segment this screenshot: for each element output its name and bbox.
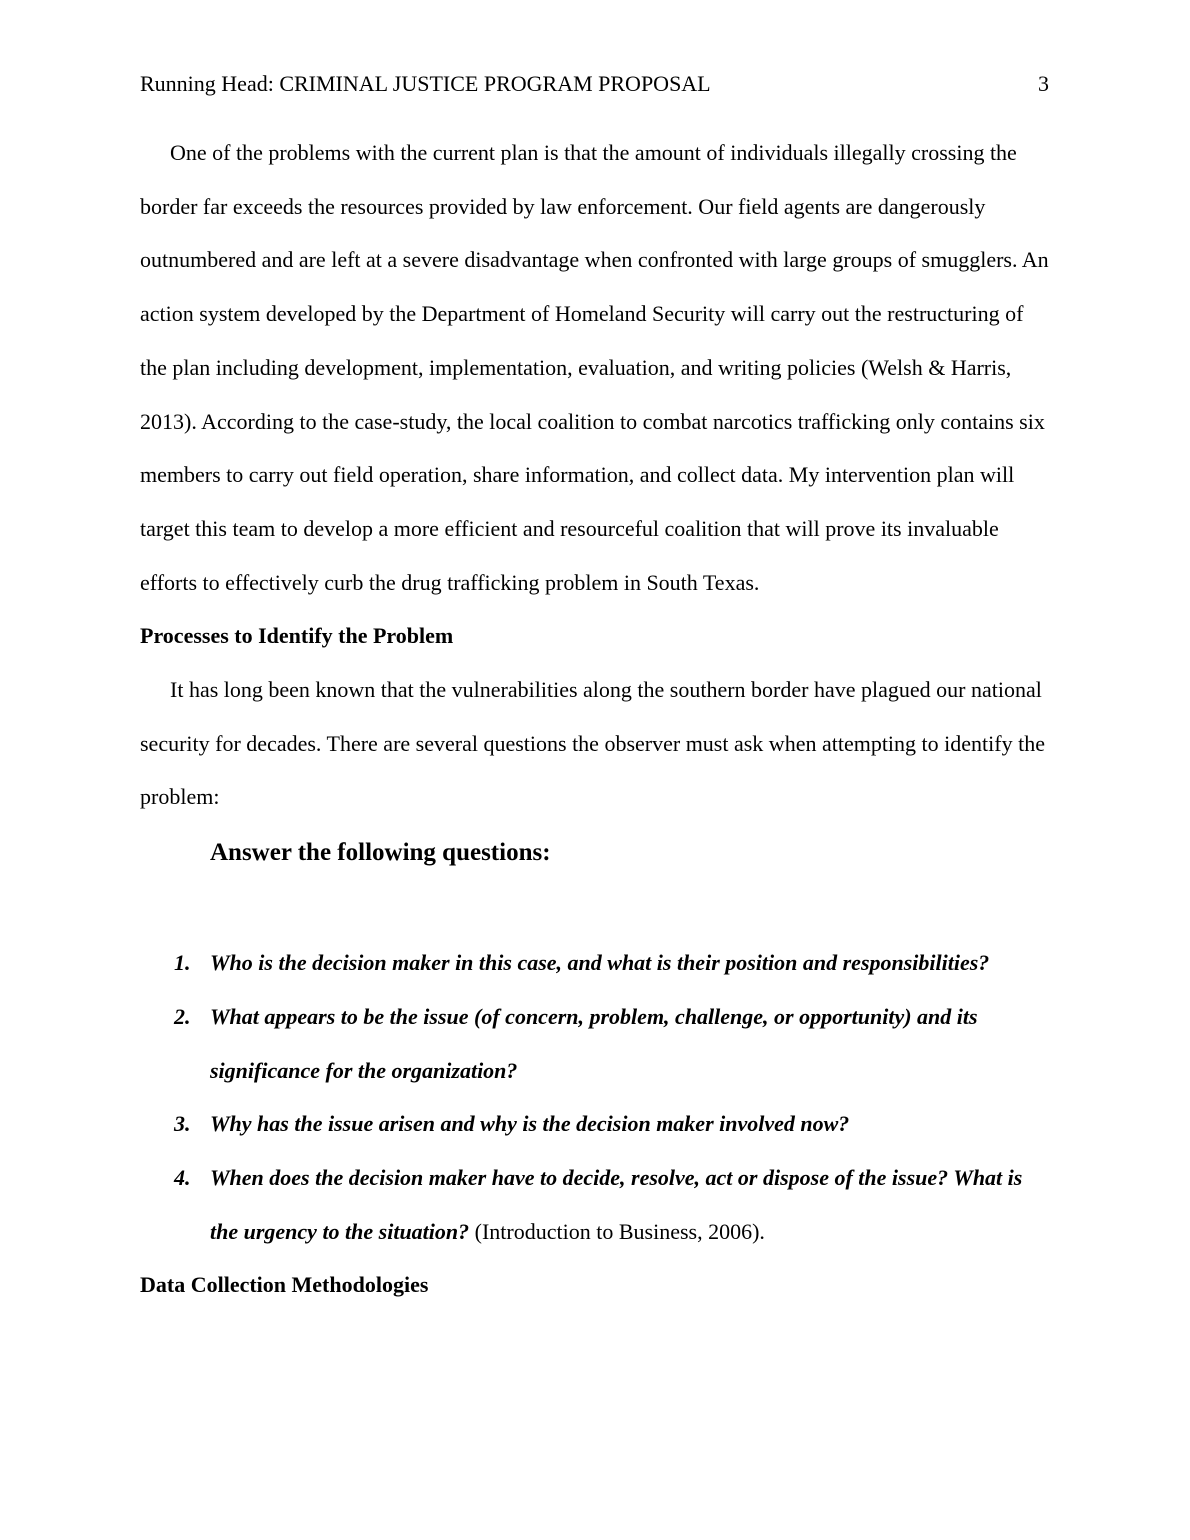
question-text: When does the decision maker have to decide, resolve, act or dispose of the issue? What is the urgency to the situation? bbox=[210, 1164, 1023, 1244]
question-number: 4. bbox=[174, 1164, 191, 1190]
page-number: 3 bbox=[1038, 71, 1049, 96]
question-text: Why has the issue arisen and why is the decision maker involved now? bbox=[210, 1111, 850, 1137]
question-item bbox=[140, 1097, 1052, 1151]
running-head: Running Head: CRIMINAL JUSTICE PROGRAM PROPOSAL bbox=[140, 71, 711, 96]
question-citation: (Introduction to Business, 2006). bbox=[469, 1218, 765, 1244]
question-number: 1. bbox=[174, 950, 191, 976]
questions-list bbox=[140, 936, 1052, 1258]
identify-paragraph: It has long been known that the vulnerabilities along the southern border have plagued our national security for decades. There are several questions the observer must ask when attempting to identify the problem: bbox=[140, 677, 1045, 810]
question-number: 3. bbox=[174, 1111, 191, 1137]
question-text: What appears to be the issue (of concern, problem, challenge, or opportunity) and its significance for the organization? bbox=[210, 1003, 978, 1083]
intro-paragraph: One of the problems with the current plan is that the amount of individuals illegally crossing the border far exceeds the resources provided by law enforcement. Our field agents are dangerously outnumbered and are left at a severe disadvantage when confronted with large groups of smugglers. An action system developed by the Department of Homeland Security will carry out the restructuring of the plan including development, implementation, evaluation, and writing policies (Welsh & Harris, 2013). According to the case-study, the local coalition to combat narcotics trafficking only contains six members to carry out field operation, share information, and collect data. My intervention plan will target this team to develop a more efficient and resourceful coalition that will prove its invaluable efforts to effectively curb the drug trafficking problem in South Texas. bbox=[140, 140, 1049, 595]
document-body bbox=[140, 126, 1052, 1312]
heading-data-collection: Data Collection Methodologies bbox=[140, 1272, 429, 1298]
question-text: Who is the decision maker in this case, and what is their position and responsibilities? bbox=[210, 950, 990, 976]
question-number: 2. bbox=[174, 1003, 191, 1029]
questions-title: Answer the following questions: bbox=[210, 839, 551, 867]
heading-processes: Processes to Identify the Problem bbox=[140, 623, 454, 649]
question-item bbox=[140, 990, 1052, 1097]
question-item bbox=[140, 1151, 1052, 1258]
question-item bbox=[140, 936, 1052, 990]
